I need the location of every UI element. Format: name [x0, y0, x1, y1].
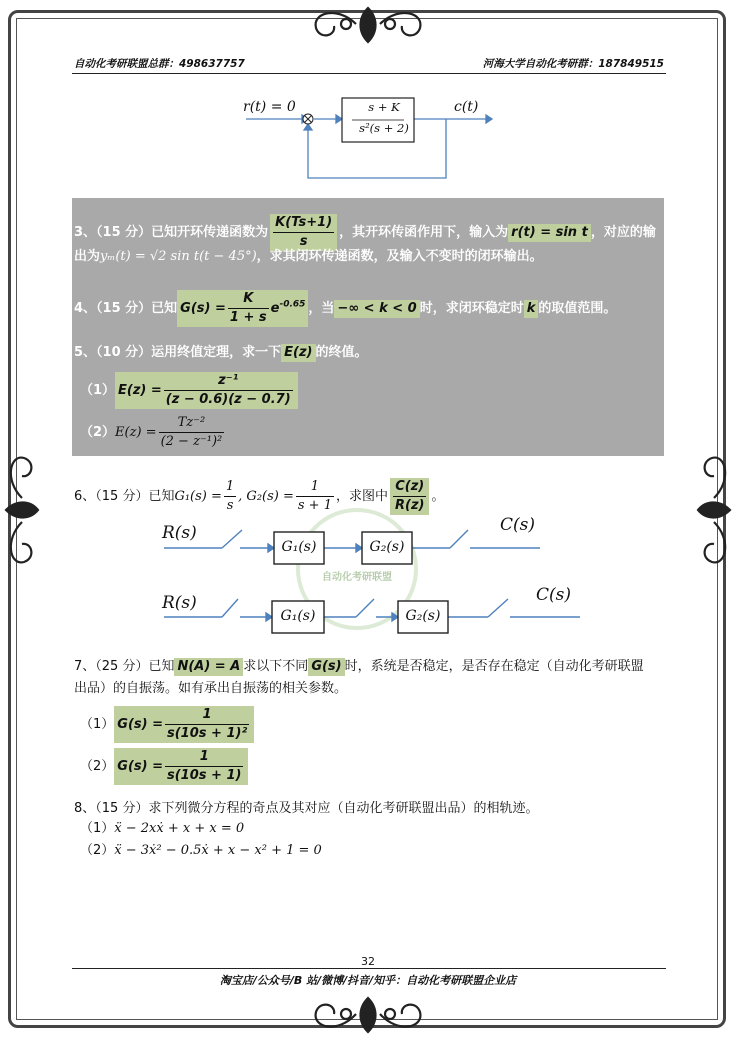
q4-range: −∞ < k < 0 — [334, 300, 419, 318]
q5-line — [74, 344, 368, 362]
q6-line — [74, 478, 444, 515]
q6-ratio-num: C(z) — [393, 478, 426, 497]
q5-p2-lhs: E(z) = — [115, 425, 157, 440]
header-left-text: 自动化考研联盟总群：498637757 — [74, 58, 245, 70]
header-rule — [72, 73, 666, 74]
q5-p1-den: (z − 0.6)(z − 0.7) — [165, 392, 291, 407]
q6-g2: , G₂(s) = — [238, 489, 294, 504]
q5-p2-label: （2） — [80, 425, 116, 440]
q3-line1 — [74, 214, 656, 251]
footer-rule — [72, 968, 666, 969]
q3-tf-den: s — [299, 234, 308, 249]
q7-prefix: 7、（25 分）已知 — [74, 659, 175, 674]
q3-prefix: 3、（15 分）已知开环传递函数为 — [74, 225, 269, 240]
q3-input: r(t) = sin t — [508, 224, 591, 242]
q6-g2-num: 1 — [296, 478, 334, 497]
left-ornament — [0, 440, 40, 580]
right-ornament — [696, 440, 736, 580]
diagram2-cs: C(s) — [500, 515, 535, 535]
q7-p2-lhs: G(s) = — [117, 759, 163, 774]
q3-line2-prefix: 出为 — [74, 249, 101, 264]
watermark-text: 自动化考研联盟 — [322, 572, 392, 583]
q6-g1-num: 1 — [224, 478, 236, 497]
q7-suffix: 时，系统是否稳定，是否存在稳定（自动化考研联盟 — [344, 659, 644, 674]
q7-p2-num: 1 — [165, 748, 243, 767]
q3-mid: ，其开环传函作用下，输入为 — [339, 225, 509, 240]
top-ornament — [298, 2, 438, 48]
q7-mid: 求以下不同 — [243, 659, 309, 674]
diagram3-cs: C(s) — [536, 585, 571, 605]
q4-g-lhs: G(s) = — [180, 301, 226, 316]
q4-end: 的取值范围。 — [538, 301, 617, 316]
page-footer: 淘宝店/公众号/B 站/微博/抖音/知乎：自动化考研联盟企业店 — [219, 974, 517, 987]
q7-line2: 出品）的自振荡。如有承出自振荡的相关参数。 — [74, 681, 348, 696]
diagram3-g1: G₁(s) — [280, 608, 316, 624]
q8-p2-eq: ẍ − 3ẋ² − 0.5ẋ + x − x² + 1 = 0 — [114, 843, 322, 858]
diagram2-g1: G₁(s) — [281, 539, 317, 555]
q4-suffix: 时，求闭环稳定时 — [419, 301, 524, 316]
diagram3-g2: G₂(s) — [405, 608, 441, 624]
q7-gs: G(s) — [308, 658, 344, 676]
q5-p1-expr — [115, 372, 298, 409]
q8-title: 8、（15 分）求下列微分方程的奇点及其对应（自动化考研联盟出品）的相轨迹。 — [74, 801, 539, 816]
q3-suffix: ，对应的输 — [590, 225, 656, 240]
page-header — [74, 56, 664, 72]
q7-p1-lhs: G(s) = — [117, 717, 163, 732]
q7-part1 — [80, 706, 254, 743]
q4-prefix: 4、（15 分）已知 — [74, 301, 178, 316]
diagram2-rs: R(s) — [162, 523, 197, 543]
diagram1-tf-numerator: s + K — [368, 100, 400, 114]
diagram1-input-label: r(t) = 0 — [243, 99, 296, 115]
q6-ratio-den: R(z) — [395, 498, 425, 513]
q5-p1-lhs: E(z) = — [118, 383, 162, 398]
diagram2-g2: G₂(s) — [369, 539, 405, 555]
q4-line — [74, 290, 616, 327]
q7-line1 — [74, 658, 644, 676]
q7-p2-den: s(10s + 1) — [167, 768, 242, 783]
diagram1-tf-denominator: s²(s + 2) — [359, 121, 409, 135]
q5-part1 — [80, 372, 298, 409]
q8-p1-eq: ẍ − 2xẋ + x + x = 0 — [114, 821, 245, 836]
q6-g1-den: s — [226, 498, 234, 513]
q3-line2-suffix: ，求其闭环传递函数，及输入不变时的闭环输出。 — [256, 249, 543, 264]
q8-part1 — [80, 820, 244, 838]
q3-output-expr: yₘ(t) = √2 sin t(t − 45°) — [100, 249, 257, 264]
q5-fn: E(z) — [281, 344, 315, 362]
q7-na: N(A) = A — [174, 658, 243, 676]
q3-tf-num: K(Ts+1) — [273, 214, 334, 233]
q8-p2-label: （2） — [80, 843, 115, 858]
q6-g1: G₁(s) = — [174, 489, 222, 504]
q7-p1-expr — [114, 706, 254, 743]
q7-part2 — [80, 748, 248, 785]
q4-frac-num: K — [228, 290, 269, 309]
q5-part2 — [80, 414, 226, 451]
q6-end: 。 — [431, 489, 445, 504]
q8-p1-label: （1） — [80, 821, 115, 836]
q6-mid: ，求图中 — [335, 489, 388, 504]
q4-transfer-function — [177, 290, 308, 327]
q3-line2 — [74, 248, 543, 266]
q4-exp-base: e — [270, 301, 280, 316]
q4-frac-den: 1 + s — [229, 310, 267, 325]
q5-p2-num: Tz⁻² — [159, 414, 225, 433]
q6-prefix: 6、（15 分）已知 — [74, 489, 175, 504]
q5-p1-num: z⁻¹ — [164, 372, 293, 391]
q7-p2-label: （2） — [80, 759, 115, 774]
diagram1-output-label: c(t) — [454, 99, 479, 115]
q4-exp-power: -0.65 — [279, 299, 306, 310]
header-right-text: 河海大学自动化考研群：187849515 — [482, 58, 664, 70]
q7-p1-label: （1） — [80, 717, 115, 732]
q3-open-loop-tf — [270, 214, 337, 251]
q5-p2-den: (2 − z⁻¹)² — [160, 434, 223, 449]
q4-var: k — [524, 300, 539, 318]
q4-mid: ，当 — [308, 301, 335, 316]
q8-part2 — [80, 842, 322, 860]
q7-p1-den: s(10s + 1)² — [167, 726, 248, 741]
q7-p2-expr — [114, 748, 248, 785]
q5-suffix: 的终值。 — [315, 345, 368, 360]
q6-g2-den: s + 1 — [297, 498, 332, 513]
q7-p1-num: 1 — [165, 706, 249, 725]
bottom-ornament — [298, 992, 438, 1038]
page-number: 32 — [361, 955, 375, 968]
diagram3-rs: R(s) — [162, 593, 197, 613]
q5-p1-label: （1） — [80, 383, 116, 398]
q5-prefix: 5、（10 分）运用终值定理，求一下 — [74, 345, 282, 360]
